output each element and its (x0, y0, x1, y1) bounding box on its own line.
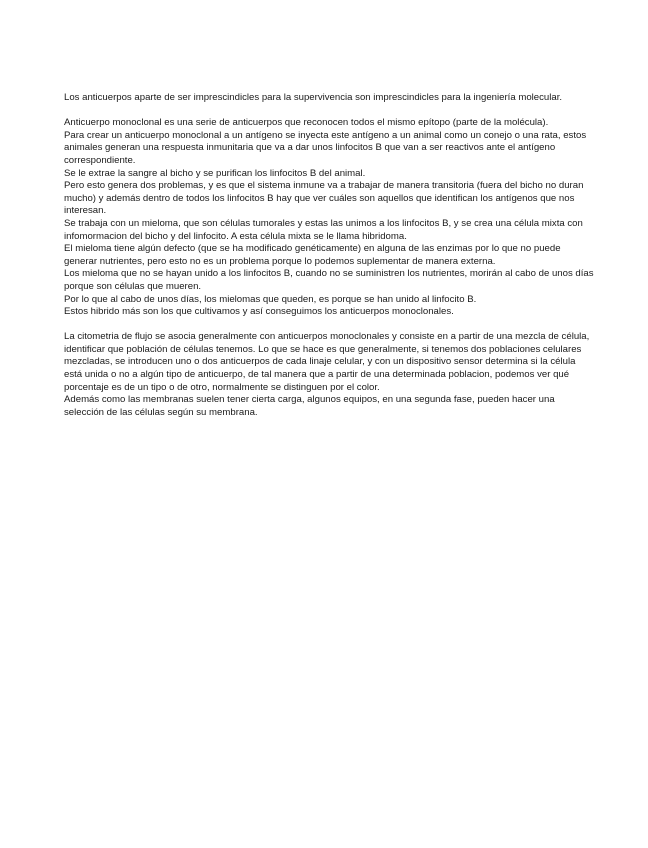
text-line: Se trabaja con un mieloma, que son células tumorales y estas las unimos a los linfocitos B, y se crea una célula mixta con infomormacion del bicho y del linfocito. A esta célula mixta se le llama hibridoma. (64, 217, 583, 242)
text-line: La citometria de flujo se asocia generalmente con anticuerpos monoclonales y consiste en a partir de una mezcla de célula, identificar que población de células tenemos. Lo que se hace es que generalmente, si tenemos dos poblaciones celulares mezcladas, se introducen uno o dos anticuerpos de cada linaje celular, y con un dispositivo sensor determina si la célula está unida o no a algún tipo de anticuerpo, de tal manera que a partir de una determinada poblacion, podemos ver qué porcentaje es de un tipo o de otro, normalmente se distinguen por el color. (64, 331, 590, 393)
text-line: Por lo que al cabo de unos días, los mielomas que queden, es porque se han unido al linfocito B. (64, 293, 477, 305)
paragraph-intro (64, 92, 596, 105)
text-line: Para crear un anticuerpo monoclonal a un antígeno se inyecta este antígeno a un animal como un conejo o una rata, estos animales generan una respuesta inmunitaria que va a dar unos linfocitos B que van a ser reactivos ante el antígeno correspondiente. (64, 129, 587, 166)
text-line: Anticuerpo monoclonal es una serie de anticuerpos que reconocen todos el mismo epítopo (parte de la molécula). (64, 117, 549, 129)
document-body (64, 92, 596, 432)
paragraph-flow-cytometry (64, 331, 596, 419)
text-line: Estos hibrido más son los que cultivamos y así conseguimos los anticuerpos monoclonales. (64, 306, 454, 318)
text-line: Los mieloma que no se hayan unido a los linfocitos B, cuando no se suministren los nutrientes, morirán al cabo de unos días porque son células que mueren. (64, 268, 594, 292)
text-line: Se le extrae la sangre al bicho y se purifican los linfocitos B del animal. (64, 167, 366, 179)
text-line: Los anticuerpos aparte de ser imprescindicles para la supervivencia son imprescindicles para la ingeniería molecular. (64, 92, 563, 103)
text-line: El mieloma tiene algún defecto (que se ha modificado genéticamente) en alguna de las enzimas por lo que no puede generar nutrientes, pero esto no es un problema porque lo podemos suplementar de manera externa. (64, 243, 561, 267)
text-line: Además como las membranas suelen tener cierta carga, algunos equipos, en una segunda fase, pueden hacer una selección de las células según su membrana. (64, 394, 555, 418)
text-line: Pero esto genera dos problemas, y es que el sistema inmune va a trabajar de manera transitoria (fuera del bicho no duran mucho) y además dentro de todos los linfocitos B hay que ver cuáles son aquellos que identifican los antígenos que nos interesan. (64, 180, 584, 217)
paragraph-monoclonal (64, 117, 596, 319)
